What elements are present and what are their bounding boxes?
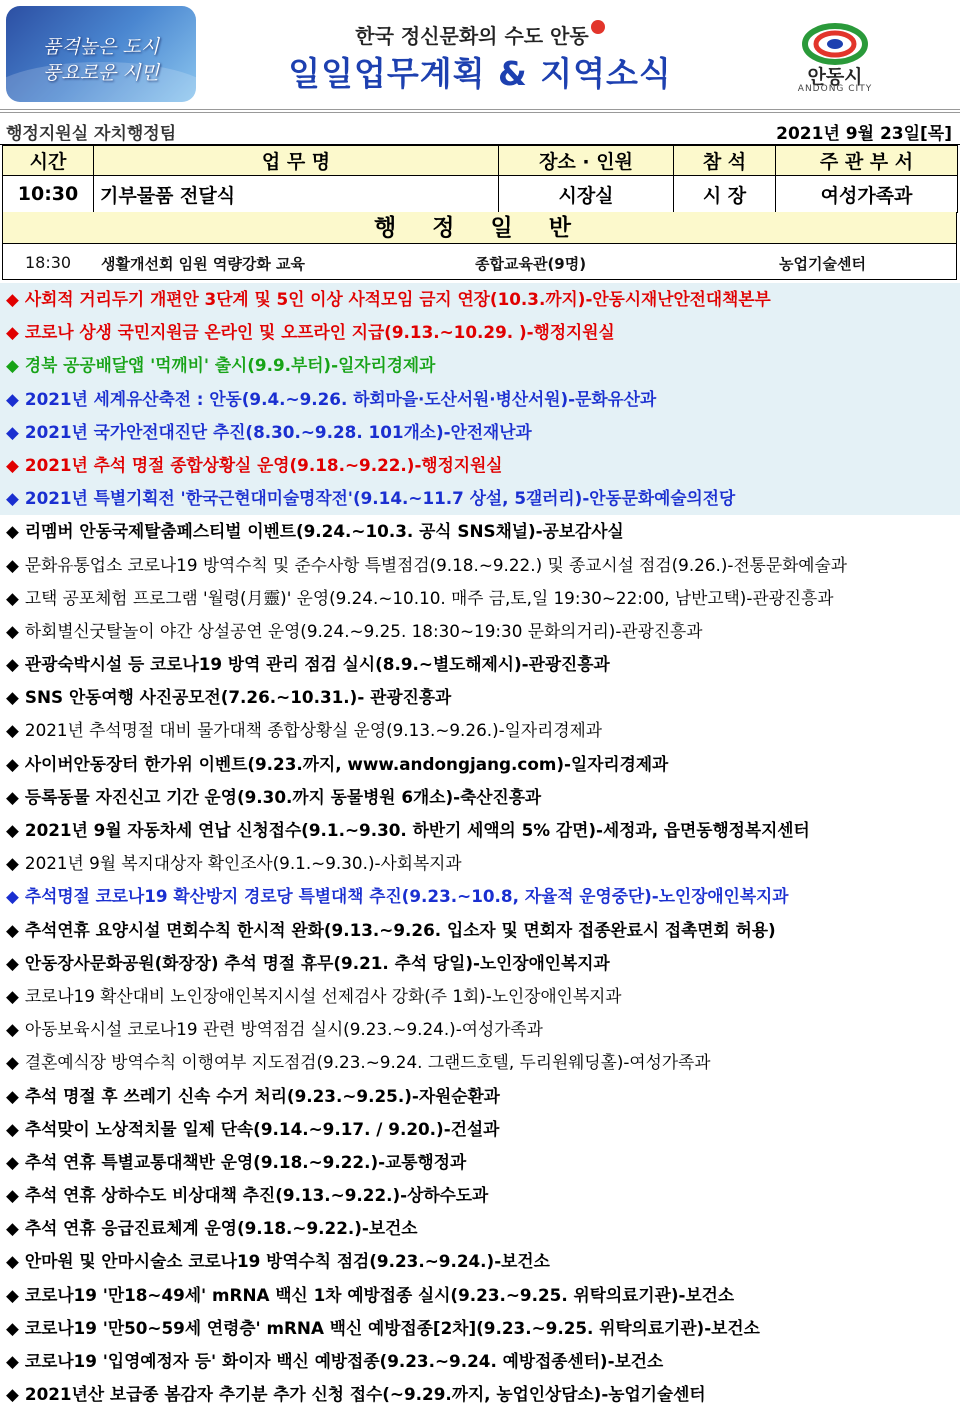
news-text: 고택 공포체험 프로그램 '월령(月靈)' 운영(9.24.~10.10. 매주 금,토,일 19:30~22:00, 남반고택)-관광진흥과 <box>24 587 834 608</box>
diamond-bullet-icon: ◆ <box>6 952 19 973</box>
list-item <box>0 449 960 482</box>
diamond-bullet-icon: ◆ <box>6 820 19 840</box>
diamond-bullet-icon: ◆ <box>6 1284 19 1305</box>
header-subtitle-text: 한국 정신문화의 수도 안동 <box>355 24 589 48</box>
list-item <box>0 1080 960 1113</box>
list-item <box>0 549 960 582</box>
diamond-bullet-icon: ◆ <box>6 1351 19 1371</box>
diamond-bullet-icon: ◆ <box>6 1052 19 1073</box>
list-item <box>0 980 960 1013</box>
diamond-bullet-icon: ◆ <box>6 753 19 774</box>
diamond-bullet-icon: ◆ <box>6 355 19 376</box>
list-item <box>0 283 960 316</box>
list-item <box>0 1378 960 1411</box>
news-text: 코로나 상생 국민지원금 온라인 및 오프라인 지급(9.13.~10.29. )-행정지원실 <box>24 322 615 343</box>
admin-task: 생활개선회 임원 역량강화 교육 <box>101 255 306 273</box>
list-item <box>0 1146 960 1179</box>
news-text: 코로나19 '만50~59세 연령층' mRNA 백신 예방접종[2차](9.23.~9.25. 위탁의료기관)-보건소 <box>24 1317 760 1338</box>
news-text: 코로나19 '입영예정자 등' 화이자 백신 예방접종(9.23.~9.24. 예방접종센터)-보건소 <box>24 1351 664 1371</box>
news-text: 관광숙박시설 등 코로나19 방역 관리 점검 실시(8.9.~별도해제시)-관광진흥과 <box>24 654 610 675</box>
city-name-en: ANDONG CITY <box>797 84 873 94</box>
news-text: 추석 연휴 응급진료체계 운영(9.18.~9.22.)-보건소 <box>24 1218 418 1239</box>
header-subtitle <box>200 20 760 49</box>
list-item <box>0 847 960 880</box>
news-text: 추석맞이 노상적치물 일제 단속(9.14.~9.17. / 9.20.)-건설과 <box>24 1118 500 1139</box>
list-item <box>0 781 960 814</box>
diamond-bullet-icon: ◆ <box>6 654 19 675</box>
news-text: 2021년 9월 자동차세 연납 신청접수(9.1.~9.30. 하반기 세액의 5% 감면)-세정과, 읍면동행정복지센터 <box>24 820 810 840</box>
news-text: 코로나19 확산대비 노인장애인복지시설 선제검사 강화(주 1회)-노인장애인복지과 <box>24 985 622 1006</box>
schedule-place: 시장실 <box>499 176 674 213</box>
col-header-dept: 주 관 부 서 <box>776 146 958 176</box>
news-text: 추석 연휴 특별교통대책반 운영(9.18.~9.22.)-교통행정과 <box>24 1151 467 1172</box>
list-item <box>0 714 960 747</box>
news-text: 2021년 국가안전대진단 추진(8.30.~9.28. 101개소)-안전재난과 <box>24 421 532 442</box>
list-item <box>0 1245 960 1278</box>
news-text: 2021년 특별기획전 '한국근현대미술명작전'(9.14.~11.7 상설, 5갤러리)-안동문화예술의전당 <box>24 488 736 509</box>
diamond-bullet-icon: ◆ <box>6 1185 19 1206</box>
list-item <box>0 316 960 349</box>
list-item <box>0 582 960 615</box>
list-item <box>0 1345 960 1378</box>
news-text: SNS 안동여행 사진공모전(7.26.~10.31.)- 관광진흥과 <box>24 687 452 708</box>
diamond-bullet-icon: ◆ <box>6 1085 19 1106</box>
diamond-bullet-icon: ◆ <box>6 1118 19 1139</box>
schedule-header-row <box>3 146 958 176</box>
list-item <box>0 615 960 648</box>
news-text: 2021년 9월 복지대상자 확인조사(9.1.~9.30.)-사회복지과 <box>24 853 462 874</box>
page-title: 일일업무계획 & 지역소식 <box>288 54 672 93</box>
diamond-bullet-icon: ◆ <box>6 521 19 542</box>
news-text: 등록동물 자진신고 기간 운영(9.30.까지 동물병원 6개소)-축산진흥과 <box>24 786 542 807</box>
news-text: 결혼예식장 방역수칙 이행여부 지도점검(9.23.~9.24. 그랜드호텔, 두리원웨딩홀)-여성가족과 <box>24 1052 711 1073</box>
admin-time: 18:30 <box>25 253 72 272</box>
list-item <box>0 482 960 515</box>
news-text: 사회적 거리두기 개편안 3단계 및 5인 이상 사적모임 금지 연장(10.3.까지)-안동시재난안전대책본부 <box>24 289 771 309</box>
local-news-list <box>0 283 960 1411</box>
diamond-bullet-icon: ◆ <box>6 1251 19 1272</box>
report-date: 2021년 9월 23일[목] <box>776 124 952 144</box>
news-text: 추석 연휴 상하수도 비상대책 추진(9.13.~9.22.)-상하수도과 <box>24 1185 489 1206</box>
list-item <box>0 383 960 416</box>
news-text: 추석 명절 후 쓰레기 신속 수거 처리(9.23.~9.25.)-자원순환과 <box>24 1085 500 1106</box>
list-item <box>0 914 960 947</box>
schedule-task: 기부물품 전달식 <box>94 176 499 213</box>
list-item <box>0 1046 960 1079</box>
schedule-time: 10:30 <box>3 176 94 213</box>
diamond-bullet-icon: ◆ <box>6 1384 19 1405</box>
schedule-table <box>2 145 958 213</box>
diamond-bullet-icon: ◆ <box>6 554 19 575</box>
list-item <box>0 1113 960 1146</box>
admin-section-heading: 행 정 일 반 <box>2 212 957 244</box>
header <box>0 0 960 110</box>
admin-dept: 농업기술센터 <box>779 255 866 273</box>
department-date-row <box>0 112 960 145</box>
slogan-banner <box>6 6 196 102</box>
list-item <box>0 1312 960 1345</box>
news-text: 추석연휴 요양시설 면회수칙 한시적 완화(9.13.~9.26. 입소자 및 면회자 접종완료시 접촉면회 허용) <box>24 919 776 940</box>
diamond-bullet-icon: ◆ <box>6 488 19 509</box>
list-item <box>0 349 960 382</box>
diamond-bullet-icon: ◆ <box>6 720 19 741</box>
admin-row <box>2 244 957 280</box>
list-item <box>0 748 960 781</box>
news-text: 안마원 및 안마시술소 코로나19 방역수칙 점검(9.23.~9.24.)-보건소 <box>24 1251 550 1272</box>
diamond-bullet-icon: ◆ <box>6 1317 19 1338</box>
diamond-bullet-icon: ◆ <box>6 786 19 807</box>
diamond-bullet-icon: ◆ <box>6 886 19 907</box>
slogan-line-1: 품격높은 도시 <box>42 36 160 58</box>
col-header-time: 시간 <box>3 146 94 176</box>
schedule-attend: 시 장 <box>674 176 776 213</box>
list-item <box>0 947 960 980</box>
list-item <box>0 648 960 681</box>
col-header-place: 장소 · 인원 <box>499 146 674 176</box>
news-text: 2021년 세계유산축전 : 안동(9.4.~9.26. 하회마을·도산서원·병산서원)-문화유산과 <box>24 388 657 409</box>
news-text: 하회별신굿탈놀이 야간 상설공연 운영(9.24.~9.25. 18:30~19:30 문화의거리)-관광진흥과 <box>24 620 703 641</box>
diamond-bullet-icon: ◆ <box>6 289 19 309</box>
news-text: 2021년 추석명절 대비 물가대책 종합상황실 운영(9.13.~9.26.)-일자리경제과 <box>24 720 602 741</box>
list-item <box>0 1013 960 1046</box>
list-item <box>0 814 960 847</box>
list-item <box>0 515 960 548</box>
table-row <box>3 176 958 213</box>
schedule-dept: 여성가족과 <box>776 176 958 213</box>
admin-place: 종합교육관(9명) <box>475 255 587 273</box>
diamond-bullet-icon: ◆ <box>6 388 19 409</box>
news-text: 문화유통업소 코로나19 방역수칙 및 준수사항 특별점검(9.18.~9.22.) 및 종교시설 점검(9.26.)-전통문화예술과 <box>24 554 847 575</box>
diamond-bullet-icon: ◆ <box>6 1151 19 1172</box>
news-text: 경북 공공배달앱 '먹깨비' 출시(9.9.부터)-일자리경제과 <box>24 355 436 376</box>
diamond-bullet-icon: ◆ <box>6 454 19 475</box>
list-item <box>0 880 960 913</box>
andong-city-logo-icon <box>800 22 870 66</box>
news-text: 아동보육시설 코로나19 관련 방역점검 실시(9.23.~9.24.)-여성가족과 <box>24 1019 543 1040</box>
list-item <box>0 1279 960 1312</box>
news-text: 리멤버 안동국제탈춤페스티벌 이벤트(9.24.~10.3. 공식 SNS채널)-공보감사실 <box>24 521 624 542</box>
list-item <box>0 1179 960 1212</box>
diamond-bullet-icon: ◆ <box>6 1218 19 1239</box>
diamond-bullet-icon: ◆ <box>6 1019 19 1040</box>
news-text: 2021년산 보급종 봄감자 추기분 추가 신청 접수(~9.29.까지, 농업인상담소)-농업기술센터 <box>24 1384 706 1405</box>
news-text: 사이버안동장터 한가위 이벤트(9.23.까지, www.andongjang.com)-일자리경제과 <box>24 753 669 774</box>
news-text: 추석명절 코로나19 확산방지 경로당 특별대책 추진(9.23.~10.8, 자율적 운영중단)-노인장애인복지과 <box>24 886 789 907</box>
col-header-attend: 참 석 <box>674 146 776 176</box>
city-name: 안동시 <box>807 66 863 88</box>
news-text: 2021년 추석 명절 종합상황실 운영(9.18.~9.22.)-행정지원실 <box>24 454 503 475</box>
subtitle-emblem-icon <box>591 20 605 34</box>
list-item <box>0 681 960 714</box>
diamond-bullet-icon: ◆ <box>6 853 19 874</box>
news-text: 코로나19 '만18~49세' mRNA 백신 1차 예방접종 실시(9.23.~9.25. 위탁의료기관)-보건소 <box>24 1284 735 1305</box>
list-item <box>0 1212 960 1245</box>
slogan-line-2: 풍요로운 시민 <box>42 62 160 84</box>
diamond-bullet-icon: ◆ <box>6 985 19 1006</box>
diamond-bullet-icon: ◆ <box>6 687 19 708</box>
news-text: 안동장사문화공원(화장장) 추석 명절 휴무(9.21. 추석 당일)-노인장애인복지과 <box>24 952 610 973</box>
diamond-bullet-icon: ◆ <box>6 421 19 442</box>
col-header-task: 업 무 명 <box>94 146 499 176</box>
diamond-bullet-icon: ◆ <box>6 620 19 641</box>
diamond-bullet-icon: ◆ <box>6 587 19 608</box>
diamond-bullet-icon: ◆ <box>6 322 19 343</box>
department-label: 행정지원실 자치행정팀 <box>6 124 177 144</box>
diamond-bullet-icon: ◆ <box>6 919 19 940</box>
list-item <box>0 416 960 449</box>
